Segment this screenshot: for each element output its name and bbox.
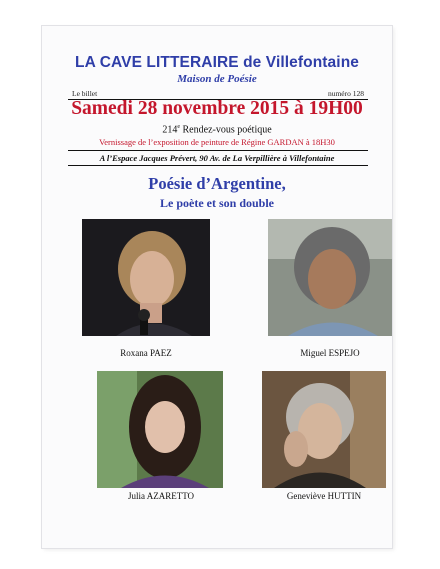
theme-title: Poésie d’Argentine,	[148, 174, 286, 193]
theme-subtitle: Le poète et son double	[160, 196, 274, 210]
organization-subtitle: Maison de Poésie	[177, 73, 257, 85]
poet-name-3: Julia AZARETTO	[127, 491, 195, 501]
rendez-vous-line	[42, 124, 392, 135]
venue-line: A l’Espace Jacques Prévert, 90 Av. de La Verpillière à Villefontaine	[99, 153, 335, 163]
bottom-divider	[68, 165, 368, 166]
issue-number: numéro 128	[327, 89, 364, 98]
billet-label: Le billet	[72, 89, 98, 98]
poet-name-4: Geneviève HUTTIN	[286, 491, 362, 501]
rdv-number: 214	[162, 124, 178, 136]
portrait-photo-roxana	[82, 219, 210, 336]
vernissage-line: Vernissage de l’exposition de peinture de Régine GARDAN à 18H30	[99, 137, 335, 147]
organization-title: LA CAVE LITTERAIRE de Villefontaine	[75, 54, 359, 71]
portrait-photo-miguel	[268, 219, 392, 336]
poet-name-1: Roxana PAEZ	[120, 348, 172, 358]
rdv-suffix: e	[177, 124, 181, 130]
flyer-page	[42, 26, 392, 548]
rdv-text: Rendez-vous poétique	[180, 124, 272, 136]
event-date: Samedi 28 novembre 2015 à 19H00	[71, 98, 363, 119]
middle-divider	[68, 150, 368, 151]
portrait-photo-genevieve	[262, 371, 386, 488]
portrait-photo-julia	[97, 371, 223, 488]
poet-name-2: Miguel ESPEJO	[300, 348, 360, 358]
